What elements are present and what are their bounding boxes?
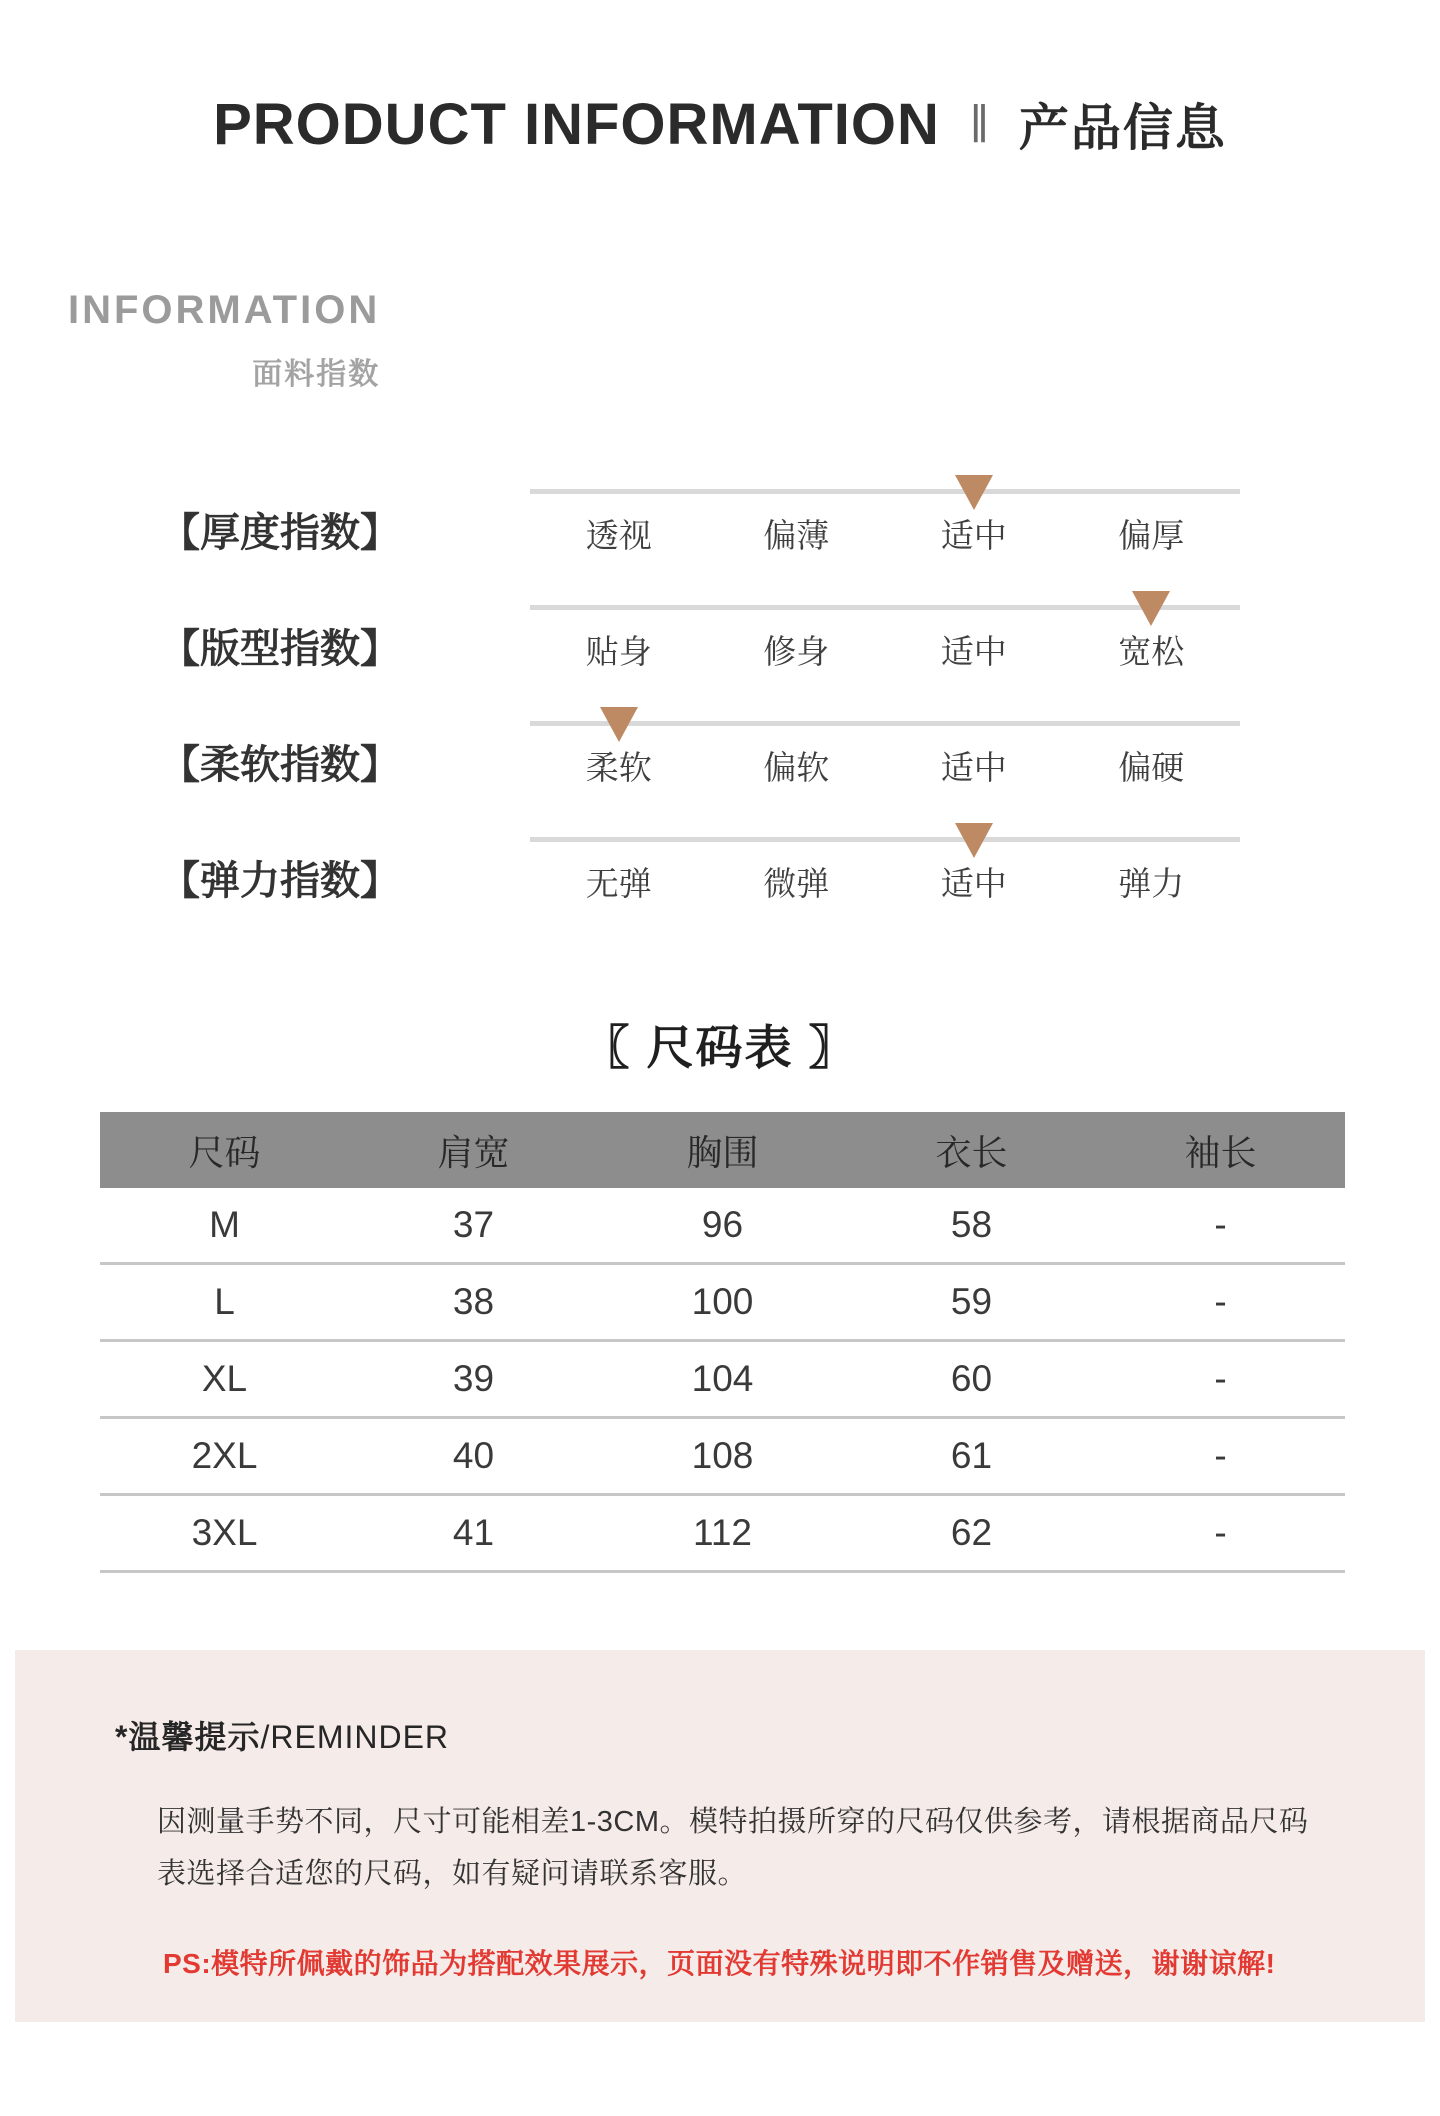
- scale-options: [530, 610, 1240, 673]
- index-label: 【柔软指数】: [160, 743, 400, 787]
- scale-option-label: 透视: [585, 517, 652, 554]
- selection-arrow-icon: [600, 707, 638, 742]
- scale-option-label: 微弹: [763, 865, 830, 902]
- scale-option-label: 修身: [763, 633, 830, 670]
- table-cell: 104: [691, 1358, 754, 1399]
- reminder-title-en: /REMINDER: [260, 1719, 450, 1755]
- table-row: [100, 1188, 1345, 1265]
- scale-option: [885, 842, 1063, 905]
- table-cell: XL: [201, 1358, 248, 1399]
- reminder-body-text: 因测量手势不同，尺寸可能相差1-3CM。模特拍摄所穿的尺码仅供参考，请根据商品尺码表选择合适您的尺码，如有疑问请联系客服。: [157, 1806, 1309, 1890]
- scale-option-label: 适中: [940, 865, 1007, 902]
- scale-option: [708, 726, 886, 789]
- reminder-box: [15, 1650, 1425, 2022]
- index-row-elasticity: [0, 809, 1440, 925]
- scale-option: [885, 494, 1063, 557]
- double-bar-divider: ‖: [969, 94, 989, 154]
- scale-option: [1063, 726, 1241, 789]
- size-table-header-row: [100, 1112, 1345, 1188]
- table-cell: 3XL: [191, 1512, 258, 1553]
- scale-option: [530, 494, 708, 557]
- fabric-index-subheading: 面料指数: [252, 358, 381, 391]
- scale-option: [1063, 494, 1241, 557]
- table-cell: 40: [452, 1435, 495, 1476]
- scale-option-label: 适中: [940, 633, 1007, 670]
- column-header: 衣长: [935, 1131, 1008, 1173]
- table-cell: 61: [950, 1435, 993, 1476]
- index-row-fit: [0, 577, 1440, 693]
- page-header: [0, 88, 1440, 160]
- scale-option-label: 弹力: [1118, 865, 1185, 902]
- column-header: 胸围: [686, 1131, 759, 1173]
- index-scale: [530, 693, 1240, 789]
- scale-option-label: 偏软: [763, 749, 830, 786]
- table-cell: 100: [691, 1281, 754, 1322]
- reminder-title: [115, 1712, 1335, 1758]
- selection-arrow-icon: [955, 823, 993, 858]
- table-cell: 112: [693, 1512, 752, 1553]
- table-cell: -: [1214, 1204, 1227, 1245]
- scale-option: [530, 610, 708, 673]
- index-scale: [530, 577, 1240, 673]
- table-row: [100, 1419, 1345, 1496]
- scale-option: [708, 610, 886, 673]
- index-scale: [530, 461, 1240, 557]
- information-heading: INFORMATION: [68, 288, 381, 332]
- selection-arrow-icon: [955, 475, 993, 510]
- table-cell: 39: [452, 1358, 495, 1399]
- table-cell: 41: [452, 1512, 495, 1553]
- fabric-indices: [0, 461, 1440, 925]
- page-title-en: PRODUCT INFORMATION: [213, 91, 940, 157]
- scale-option-label: 无弹: [585, 865, 652, 902]
- scale-option: [708, 842, 886, 905]
- scale-option-label: 偏硬: [1118, 749, 1185, 786]
- size-chart-title: 〖 尺码表 〗: [582, 1021, 858, 1074]
- table-cell: 2XL: [191, 1435, 258, 1476]
- scale-option-label: 宽松: [1118, 633, 1185, 670]
- table-cell: -: [1214, 1435, 1227, 1476]
- index-label: 【弹力指数】: [160, 859, 400, 903]
- scale-options: [530, 842, 1240, 905]
- table-row: [100, 1265, 1345, 1342]
- scale-option: [708, 494, 886, 557]
- scale-option-label: 偏薄: [763, 517, 830, 554]
- table-cell: -: [1214, 1281, 1227, 1322]
- column-header: 尺码: [188, 1131, 261, 1173]
- information-block: [68, 288, 380, 393]
- scale-option-label: 贴身: [585, 633, 652, 670]
- column-header: 肩宽: [437, 1131, 510, 1173]
- scale-option: [885, 610, 1063, 673]
- scale-option: [530, 726, 708, 789]
- table-cell: 108: [691, 1435, 754, 1476]
- scale-option: [1063, 610, 1241, 673]
- index-scale: [530, 809, 1240, 905]
- table-row: [100, 1496, 1345, 1573]
- scale-option-label: 适中: [940, 749, 1007, 786]
- selection-arrow-icon: [1132, 591, 1170, 626]
- scale-option: [1063, 842, 1241, 905]
- table-cell: 58: [950, 1204, 993, 1245]
- table-cell: 62: [950, 1512, 993, 1553]
- scale-option-label: 适中: [940, 517, 1007, 554]
- table-cell: 38: [452, 1281, 495, 1322]
- index-row-softness: [0, 693, 1440, 809]
- table-cell: M: [209, 1204, 240, 1245]
- index-label: 【厚度指数】: [160, 511, 400, 555]
- column-header: 袖长: [1184, 1131, 1257, 1173]
- scale-option-label: 偏厚: [1118, 517, 1185, 554]
- scale-options: [530, 494, 1240, 557]
- table-cell: 59: [950, 1281, 993, 1322]
- scale-option-label: 柔软: [585, 749, 652, 786]
- scale-option: [530, 842, 708, 905]
- table-cell: -: [1214, 1512, 1227, 1553]
- scale-option: [885, 726, 1063, 789]
- size-chart-table: [100, 1112, 1345, 1573]
- reminder-title-zh: *温馨提示: [115, 1719, 261, 1755]
- reminder-ps-note: PS:模特所佩戴的饰品为搭配效果展示，页面没有特殊说明即不作销售及赠送，谢谢谅解!: [163, 1948, 1276, 1979]
- table-cell: 96: [701, 1204, 744, 1245]
- table-cell: 37: [452, 1204, 495, 1245]
- index-row-thickness: [0, 461, 1440, 577]
- index-label: 【版型指数】: [160, 627, 400, 671]
- table-cell: L: [214, 1281, 235, 1322]
- table-row: [100, 1342, 1345, 1419]
- page-title-zh: 产品信息: [1018, 100, 1227, 156]
- table-cell: 60: [950, 1358, 993, 1399]
- table-cell: -: [1214, 1358, 1227, 1399]
- scale-options: [530, 726, 1240, 789]
